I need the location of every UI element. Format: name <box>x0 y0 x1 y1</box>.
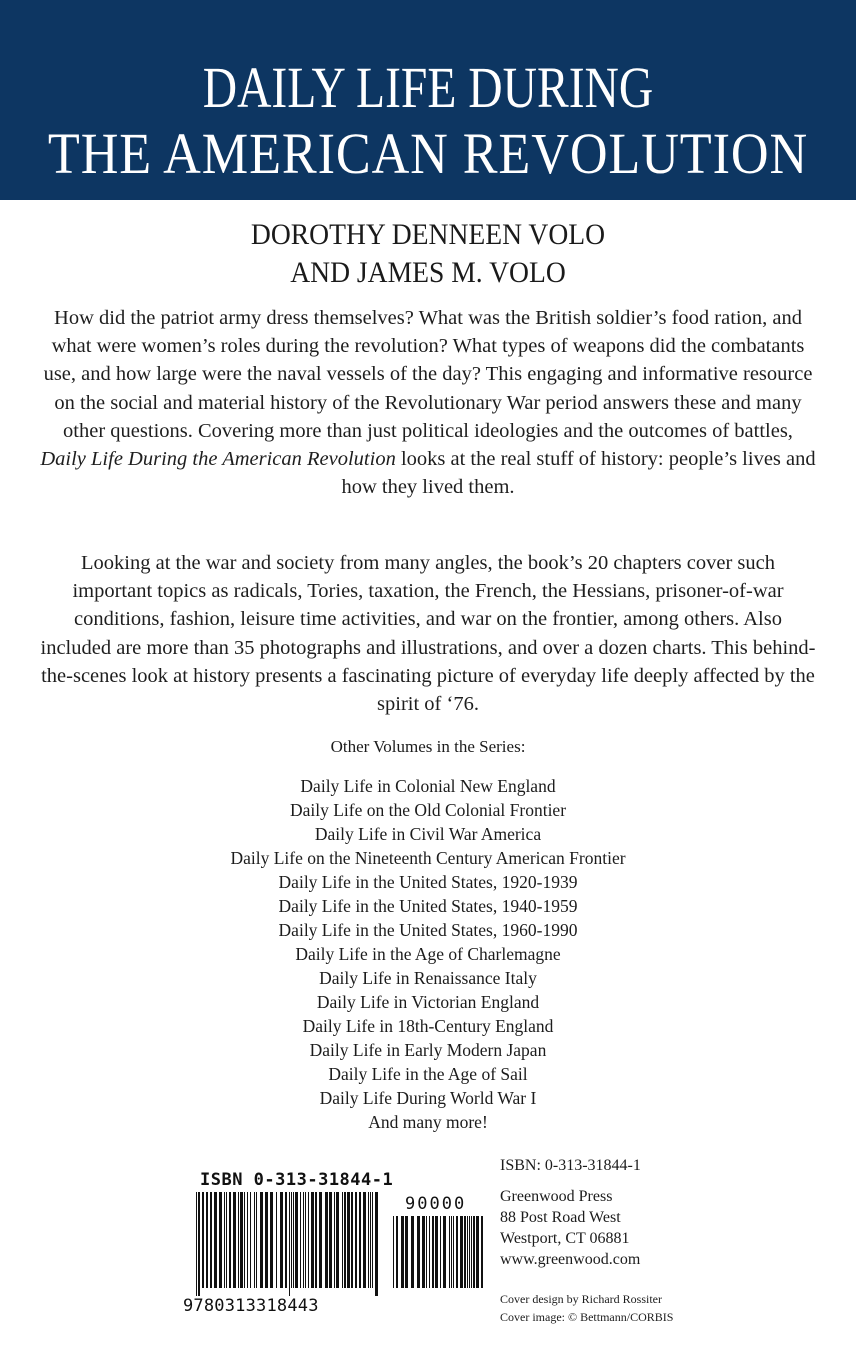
barcode-bar <box>344 1192 346 1288</box>
barcode-bar <box>432 1216 434 1288</box>
series-heading: Other Volumes in the Series: <box>330 737 526 756</box>
barcode-bar <box>451 1216 452 1288</box>
barcode-bar <box>226 1192 227 1288</box>
publisher-address-line-1: 88 Post Road West <box>500 1209 621 1226</box>
barcode-bar <box>210 1192 212 1288</box>
barcode-bar <box>325 1192 328 1288</box>
barcode-bar <box>244 1192 245 1288</box>
barcode-bar <box>363 1192 366 1288</box>
barcode-bar <box>202 1192 204 1288</box>
barcode-bar <box>291 1192 292 1288</box>
author-line-2: AND JAMES M. VOLO <box>290 256 566 289</box>
barcode-bar <box>238 1192 239 1288</box>
series-item: Daily Life in the United States, 1940-1959 <box>278 896 578 916</box>
series-item: Daily Life in 18th-Century England <box>302 1016 554 1036</box>
barcode-bar <box>449 1216 450 1288</box>
barcode-bar <box>311 1192 314 1288</box>
publisher-address-line-2: Westport, CT 06881 <box>500 1230 630 1247</box>
barcode-bar <box>303 1192 304 1288</box>
series-item: Daily Life in Early Modern Japan <box>309 1040 547 1060</box>
barcode-bar <box>293 1192 294 1288</box>
barcode-bar <box>260 1192 263 1288</box>
series-item: Daily Life in Victorian England <box>316 992 540 1012</box>
barcode-bar <box>347 1192 350 1288</box>
barcode-bar <box>329 1192 332 1288</box>
barcode-bar <box>300 1192 301 1288</box>
barcode-bar <box>229 1192 231 1288</box>
series-item: Daily Life in the United States, 1920-1939 <box>278 872 578 892</box>
barcode-bar <box>440 1216 441 1288</box>
barcode-bar <box>219 1192 222 1288</box>
publisher-name: Greenwood Press <box>500 1188 613 1205</box>
barcode-bar <box>375 1192 378 1296</box>
barcode-bar <box>315 1192 317 1288</box>
barcode-bar <box>254 1192 255 1288</box>
barcode-bar <box>453 1216 454 1288</box>
barcode-bar <box>280 1192 283 1288</box>
barcode-bar <box>308 1192 309 1288</box>
description-paragraph-1 <box>40 304 816 501</box>
barcode-bar <box>214 1192 217 1288</box>
description-paragraph-2: Looking at the war and society from many angles, the book’s 20 chapters cover such important topics as radicals, Tories, taxation, the French, the Hessians, prisoner-of-war conditions, fashion, leisure time activities, and war on the frontier, among others. Also included are more than 35 photographs and illustrations, and over a dozen charts. This behind-the-scenes look at history presents a fascinating picture of everyday life deeply affected by the spirit of ‘76. <box>40 552 816 716</box>
barcode-bar <box>276 1192 277 1288</box>
barcode-bar <box>426 1216 427 1288</box>
description-text-end: looks at the real stuff of history: people’s lives and how they lived them. <box>341 448 816 499</box>
series-item: Daily Life in the Age of Sail <box>328 1064 528 1084</box>
barcode-bar <box>396 1216 398 1288</box>
barcode-ean-digits: 9780313318443 <box>183 1296 319 1316</box>
authors <box>0 216 856 292</box>
series-item: Daily Life in Colonial New England <box>300 776 556 796</box>
barcode-bar <box>355 1192 357 1288</box>
barcode-bar <box>342 1192 343 1288</box>
barcode-bar <box>372 1192 373 1288</box>
barcode-bar <box>206 1192 208 1288</box>
barcode-bar <box>295 1192 298 1288</box>
barcode-bar <box>289 1192 290 1296</box>
series-item: Daily Life on the Nineteenth Century American Frontier <box>230 848 626 868</box>
barcode-bar <box>370 1192 371 1288</box>
barcode-bar <box>469 1216 470 1288</box>
cover-design-credit: Cover design by Richard Rossiter <box>500 1292 662 1306</box>
barcode-bar <box>334 1192 335 1288</box>
series-item: Daily Life in the United States, 1960-1990 <box>278 920 578 940</box>
barcode-bar <box>429 1216 430 1288</box>
barcode-bar <box>464 1216 466 1288</box>
barcode-bar <box>401 1216 404 1288</box>
barcode-bar <box>250 1192 251 1288</box>
description-text-start: How did the patriot army dress themselves? What was the British soldier’s food ration, and what were women’s roles during the revolution? What types of weapons did the combatants use, and how large were the naval vessels of the day? This engaging and informative resource on the social and material history of the Revolutionary War period answers these and many other questions. Covering more than just political ideologies and the outcomes of battles, <box>43 307 813 442</box>
barcode-bar <box>456 1216 458 1288</box>
barcode-bar <box>405 1216 408 1288</box>
author-line-1: DOROTHY DENNEEN VOLO <box>250 218 606 251</box>
barcode-bar <box>476 1216 479 1288</box>
book-title-line-2: THE AMERICAN REVOLUTION <box>47 121 809 186</box>
ean-barcode <box>196 1192 380 1296</box>
barcode-bar <box>368 1192 369 1288</box>
barcode-bar <box>435 1216 438 1288</box>
barcode-isbn-label: ISBN 0-313-31844-1 <box>200 1170 394 1190</box>
barcode-bar <box>196 1192 197 1296</box>
cover-credits <box>500 1290 673 1326</box>
barcode-bar <box>481 1216 483 1288</box>
barcode-bar <box>270 1192 273 1288</box>
publisher-isbn: ISBN: 0-313-31844-1 <box>500 1157 641 1174</box>
publisher-website: www.greenwood.com <box>500 1251 641 1268</box>
barcode-bar <box>198 1192 200 1296</box>
barcode-bar <box>336 1192 339 1288</box>
series-item: Daily Life in the Age of Charlemagne <box>295 944 561 964</box>
series-list <box>0 774 856 1134</box>
barcode-bar <box>467 1216 468 1288</box>
barcode-addon-digits: 90000 <box>405 1194 467 1214</box>
barcode-bar <box>265 1192 268 1288</box>
book-title-line-1: DAILY LIFE DURING <box>202 55 654 120</box>
series-item: Daily Life in Civil War America <box>314 824 542 844</box>
cover-image-credit: Cover image: © Bettmann/CORBIS <box>500 1310 674 1324</box>
barcode-bar <box>305 1192 306 1288</box>
barcode-bar <box>233 1192 236 1288</box>
barcode-bar <box>473 1216 475 1288</box>
barcode-bar <box>247 1192 248 1288</box>
barcode-bar <box>256 1192 257 1288</box>
barcode-bar <box>443 1216 446 1288</box>
series-item: Daily Life During World War I <box>319 1088 537 1108</box>
barcode-bar <box>471 1216 472 1288</box>
barcode-bar <box>224 1192 225 1288</box>
barcode-bar <box>393 1216 394 1288</box>
series-item: Daily Life in Renaissance Italy <box>319 968 537 988</box>
barcode-bar <box>460 1216 463 1288</box>
series-more: And many more! <box>368 1112 488 1132</box>
barcode-bar <box>240 1192 243 1288</box>
barcode-bar <box>319 1192 322 1288</box>
barcode-bar <box>359 1192 361 1288</box>
barcode-bar <box>411 1216 414 1288</box>
barcode-bar <box>285 1192 287 1288</box>
series-item: Daily Life on the Old Colonial Frontier <box>289 800 567 820</box>
barcode-bar <box>422 1216 425 1288</box>
barcode-bar <box>417 1216 420 1288</box>
barcode-bar <box>351 1192 353 1288</box>
addon-barcode <box>393 1216 485 1296</box>
book-title-italic: Daily Life During the American Revolution <box>40 448 396 471</box>
publisher-block <box>500 1186 640 1270</box>
title-banner <box>0 0 856 200</box>
